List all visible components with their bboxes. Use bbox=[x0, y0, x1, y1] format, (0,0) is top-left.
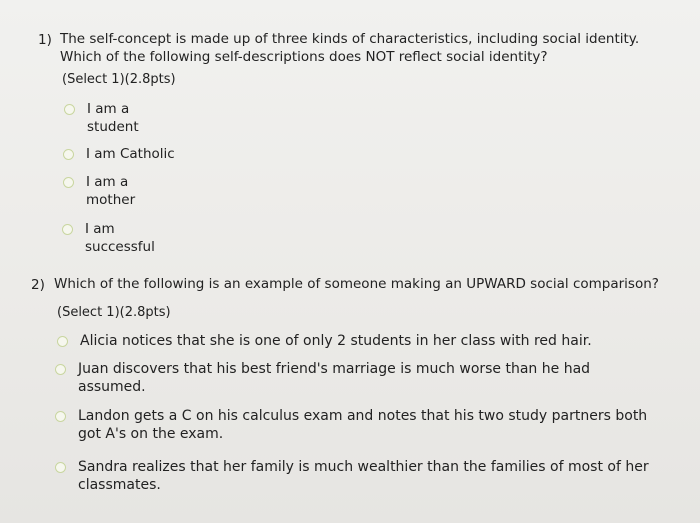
q2-option-alicia[interactable] bbox=[57, 332, 592, 350]
radio-button[interactable] bbox=[63, 177, 74, 188]
option-label: I am a student bbox=[87, 101, 139, 135]
question-1-text-line-1: The self-concept is made up of three kinds of characteristics, including social identity. bbox=[60, 31, 640, 47]
option-label: Sandra realizes that her family is much wealthier than the families of most of her classmates. bbox=[78, 459, 649, 493]
question-1-text bbox=[60, 30, 639, 66]
radio-button[interactable] bbox=[55, 364, 66, 375]
question-2-number: 2) bbox=[31, 277, 45, 293]
question-1-text-line-2: Which of the following self-descriptions does NOT reflect social identity? bbox=[60, 49, 548, 65]
option-label: I am Catholic bbox=[86, 146, 175, 162]
q2-option-juan[interactable] bbox=[55, 360, 590, 396]
radio-button[interactable] bbox=[57, 336, 68, 347]
q1-option-mother[interactable] bbox=[63, 173, 135, 209]
radio-button[interactable] bbox=[63, 149, 74, 160]
question-1-select-note: (Select 1)(2.8pts) bbox=[62, 72, 176, 87]
q2-option-sandra[interactable] bbox=[55, 458, 649, 494]
question-1-number: 1) bbox=[38, 32, 52, 48]
option-label: Landon gets a C on his calculus exam and notes that his two study partners both got A's on the exam. bbox=[78, 408, 648, 442]
option-label: Alicia notices that she is one of only 2 students in her class with red hair. bbox=[80, 333, 592, 349]
radio-button[interactable] bbox=[62, 224, 73, 235]
option-label: I am a mother bbox=[86, 174, 136, 208]
q1-option-catholic[interactable] bbox=[63, 145, 175, 163]
radio-button[interactable] bbox=[55, 462, 66, 473]
radio-button[interactable] bbox=[64, 104, 75, 115]
question-2-text: Which of the following is an example of someone making an UPWARD social comparison? bbox=[54, 276, 659, 292]
question-2-select-note: (Select 1)(2.8pts) bbox=[57, 305, 171, 320]
q1-option-successful[interactable] bbox=[62, 220, 155, 256]
radio-button[interactable] bbox=[55, 411, 66, 422]
option-label: I am successful bbox=[85, 221, 155, 255]
q1-option-student[interactable] bbox=[64, 100, 139, 136]
option-label: Juan discovers that his best friend's marriage is much worse than he had assumed. bbox=[78, 361, 591, 395]
q2-option-landon[interactable] bbox=[55, 407, 647, 443]
